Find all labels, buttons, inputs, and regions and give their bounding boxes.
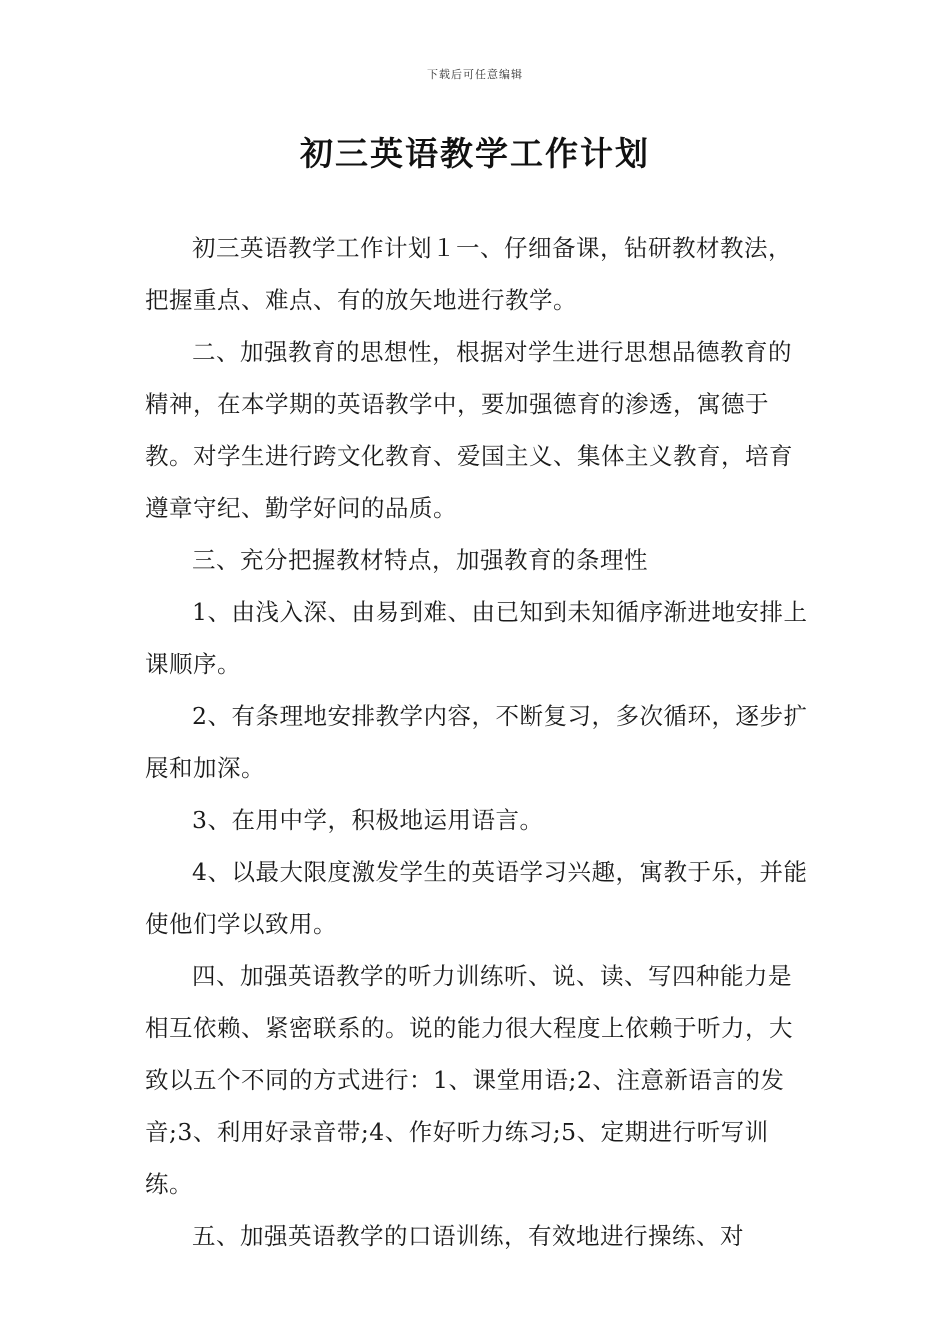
paragraph-1: 初三英语教学工作计划１一、仔细备课，钻研教材教法，把握重点、难点、有的放矢地进行教学。 xyxy=(145,234,792,314)
paragraph-9: 五、加强英语教学的口语训练，有效地进行操练、对 xyxy=(192,1222,744,1250)
paragraph-5: 2、有条理地安排教学内容，不断复习，多次循环，逐步扩展和加深。 xyxy=(145,702,808,782)
document-body xyxy=(145,222,810,1262)
page-header-note: 下载后可任意编辑 xyxy=(427,68,523,81)
paragraph-6: 3、在用中学，积极地运用语言。 xyxy=(192,806,544,834)
paragraph-2: 二、加强教育的思想性，根据对学生进行思想品德教育的精神，在本学期的英语教学中，要加强德育的渗透，寓德于教。对学生进行跨文化教育、爱国主义、集体主义教育，培育遵章守纪、勤学好问的品质。 xyxy=(145,338,793,522)
paragraph-7: 4、以最大限度激发学生的英语学习兴趣，寓教于乐，并能使他们学以致用。 xyxy=(145,858,808,938)
paragraph-8: 四、加强英语教学的听力训练听、说、读、写四种能力是相互依赖、紧密联系的。说的能力很大程度上依赖于听力，大致以五个不同的方式进行：1、课堂用语;2、注意新语言的发音;3、利用好录音带;4、作好听力练习;5、定期进行听写训练。 xyxy=(145,962,793,1198)
paragraph-3: 三、充分把握教材特点，加强教育的条理性 xyxy=(192,546,648,574)
paragraph-4: 1、由浅入深、由易到难、由已知到未知循序渐进地安排上课顺序。 xyxy=(145,598,808,678)
document-title: 初三英语教学工作计划 xyxy=(300,134,650,173)
